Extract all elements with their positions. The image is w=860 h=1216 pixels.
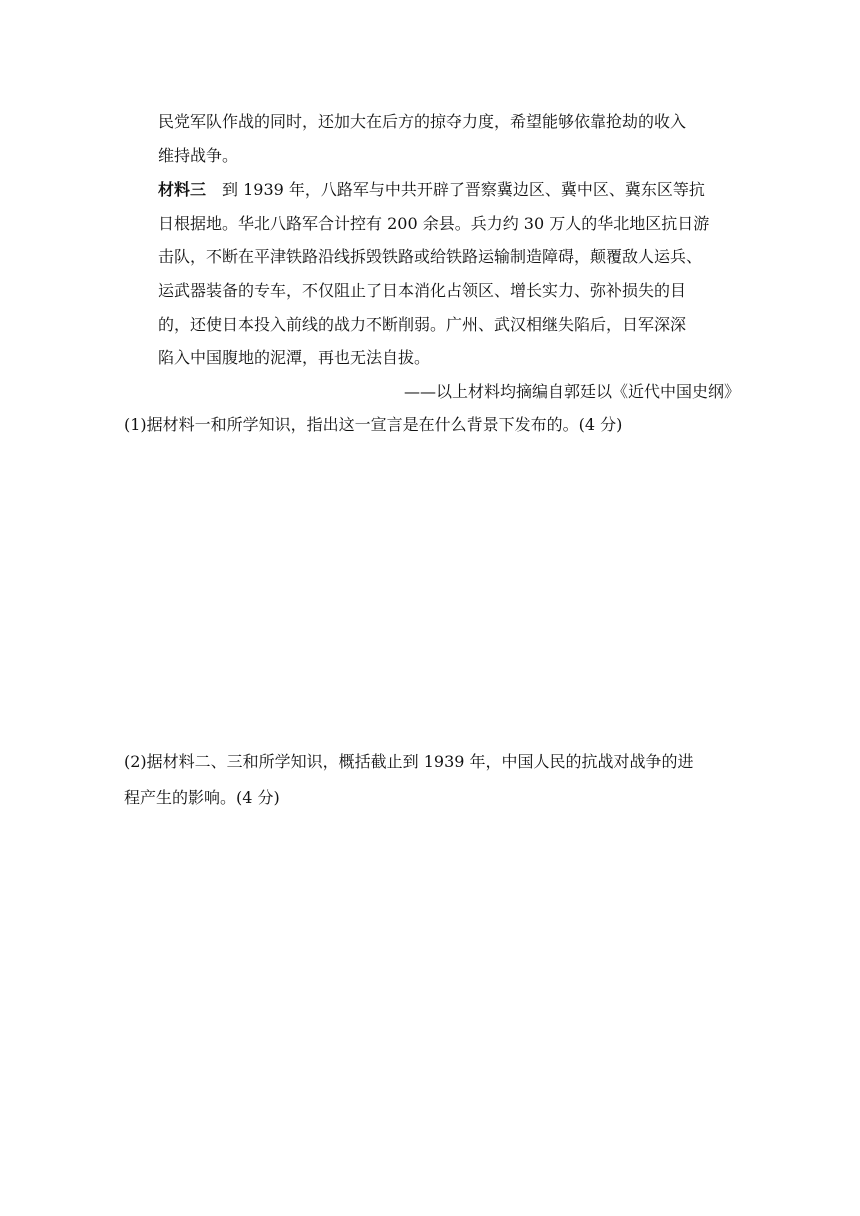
material3-line-4: 运武器装备的专车，不仅阻止了日本消化占领区、增长实力、弥补损失的目 [158, 281, 687, 300]
question-2-line-2: 程产生的影响。(4 分) [124, 788, 280, 807]
question-1: (1)据材料一和所学知识，指出这一宣言是在什么背景下发布的。(4 分) [124, 415, 623, 434]
material2-line-1: 民党军队作战的同时，还加大在后方的掠夺力度，希望能够依靠抢劫的收入 [158, 112, 687, 131]
material3-line-6: 陷入中国腹地的泥潭，再也无法自拔。 [158, 348, 431, 367]
material3-first-line [158, 179, 705, 201]
material3-line-5: 的，还使日本投入前线的战力不断削弱。广州、武汉相继失陷后，日军深深 [158, 315, 687, 334]
material3-label: 材料三 [158, 180, 207, 199]
material3-line-3: 击队，不断在平津铁路沿线拆毁铁路或给铁路运输制造障碍，颠覆敌人运兵、 [158, 247, 703, 266]
material3-line-1: 到 1939 年，八路军与中共开辟了晋察冀边区、冀中区、冀东区等抗 [222, 180, 705, 199]
question-2-line-1: (2)据材料二、三和所学知识，概括截止到 1939 年，中国人民的抗战对战争的进 [124, 752, 694, 771]
material3-line-2: 日根据地。华北八路军合计控有 200 余县。兵力约 30 万人的华北地区抗日游 [158, 214, 710, 233]
source-citation: ——以上材料均摘编自郭廷以《近代中国史纲》 [403, 382, 740, 401]
material2-line-2: 维持战争。 [158, 146, 239, 165]
